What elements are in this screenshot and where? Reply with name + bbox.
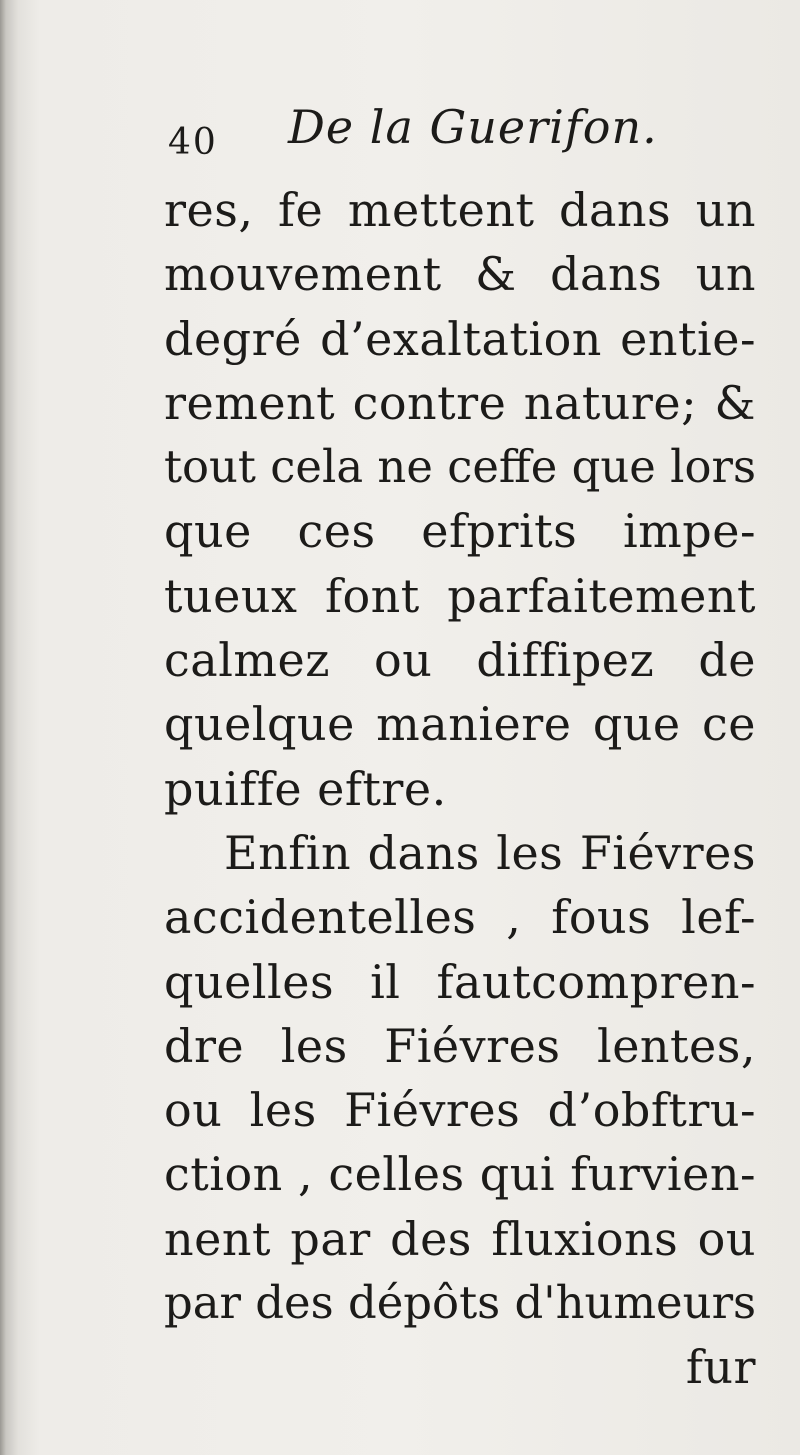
text-line: puiffe eftre. (164, 761, 447, 816)
text-line: quelles il fautcompren- (164, 954, 756, 1009)
text-line: accidentelles , fous lef- (164, 890, 756, 945)
text-line: ction , celles qui furvien- (164, 1147, 756, 1202)
text-line: nent par des fluxions ou (164, 1211, 756, 1266)
text-line: dre les Fiévres lentes, (164, 1018, 756, 1073)
text-line: que ces efprits impe- (164, 504, 756, 559)
running-title: De la Guerifon. (288, 100, 658, 154)
text-line: Enfin dans les Fiévres (224, 825, 756, 880)
text-line: tout cela ne ceffe que lors (164, 440, 756, 494)
text-line: par des dépôts d'humeurs (164, 1276, 757, 1330)
binding-edge (0, 0, 18, 1455)
text-line: mouvement & dans un (164, 247, 756, 302)
body-text (164, 178, 756, 1400)
text-line: ou les Fiévres d’obftru- (164, 1083, 756, 1138)
text-line: degré d’exaltation entie- (164, 311, 756, 366)
text-line: res, fe mettent dans un (164, 183, 756, 237)
text-line: calmez ou diffipez de (164, 633, 756, 688)
catchword: fur (685, 1340, 756, 1395)
text-line: quelque maniere que ce (164, 697, 756, 752)
text-line: rement contre nature; & (164, 375, 756, 430)
page-number: 40 (168, 122, 218, 163)
text-line: tueux font parfaitement (164, 568, 756, 623)
page-header (168, 100, 768, 170)
